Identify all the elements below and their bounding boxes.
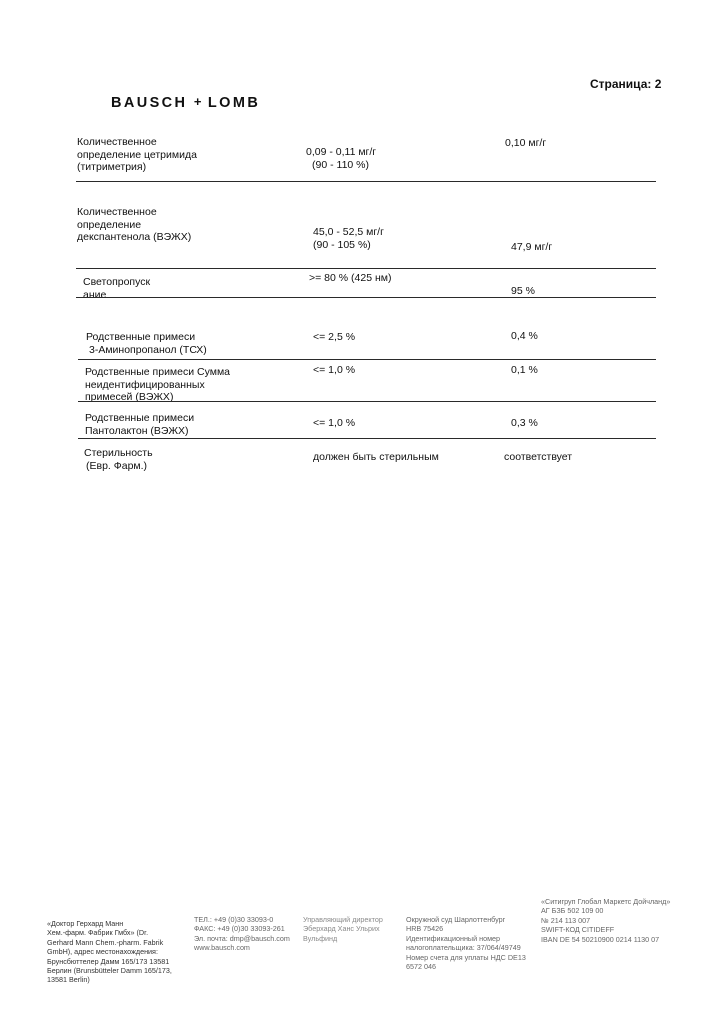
row-pantolactone-result: 0,3 % <box>511 417 538 429</box>
row-sterility-spec: должен быть стерильным <box>313 451 439 463</box>
row-divider <box>76 297 656 298</box>
row-sterility-result: соответствует <box>504 451 573 463</box>
row-aminopropanol-test: Родственные примеси 3-Аминопропанол (ТСХ) <box>86 331 207 356</box>
footer-contact: ТЕЛ.: +49 (0)30 33093-0 ФАКС: +49 (0)30 33093-261 Эл. почта: dmp@bausch.com www.bausch.com <box>194 915 290 953</box>
row-transmittance-result: 95 % <box>511 285 535 297</box>
row-unidentified-test: Родственные примеси Сумма неидентифицированных примесей (ВЭЖХ) <box>85 366 231 403</box>
row-divider <box>76 181 656 182</box>
row-aminopropanol-result: 0,4 % <box>511 330 538 342</box>
logo-left-word: BAUSCH <box>111 95 188 111</box>
row-dexpanthenol-test: Количественное определение декспантенола (ВЭЖХ) <box>77 206 192 243</box>
row-cetrimide-test: Количественное определение цетримида (титриметрия) <box>77 136 197 173</box>
row-divider <box>78 359 656 360</box>
row-pantolactone-test: Родственные примеси Пантолактон (ВЭЖХ) <box>85 412 195 437</box>
logo-cross: + <box>193 94 202 109</box>
row-cetrimide-spec: 0,09 - 0,11 мг/г (90 - 110 %) <box>306 146 377 171</box>
footer-registry: Окружной суд Шарлоттенбург HRB 75426 Идентификационный номер налогоплательщика: 37/064/49749 Номер счета для уплаты НДС DE13 6572 046 <box>406 915 526 972</box>
row-unidentified-result: 0,1 % <box>511 364 538 376</box>
footer-management: Управляющий директор Эберхард Ханс Ульрих Вульфинд <box>303 915 383 943</box>
bausch-lomb-logo <box>111 95 260 111</box>
row-transmittance-spec: >= 80 % (425 нм) <box>309 272 392 284</box>
row-divider <box>78 401 656 402</box>
row-dexpanthenol-result: 47,9 мг/г <box>511 241 553 253</box>
row-transmittance-test: Светопропуск ание <box>83 276 151 301</box>
footer-bank: «Ситигруп Глобал Маркетс Дойчланд» АГ БЗБ 502 109 00 № 214 113 007 SWIFT-КОД CITIDEFF IBAN DE 54 50210900 0214 1130 07 <box>541 897 671 944</box>
logo-right-word: LOMB <box>207 95 261 111</box>
page-number: Страница: 2 <box>590 77 662 91</box>
row-divider <box>78 438 656 439</box>
footer-company: «Доктор Герхард Манн Хем.-фарм. Фабрик Гмбх» (Dr. Gerhard Mann Chem.-pharm. Fabrik GmbH), адрес местонахождения: Брунсбюттелер Дамм 165/173 13581 Берлин (Brunsbütteler Damm 165/173, 13581 Berlin) <box>47 919 172 985</box>
row-pantolactone-spec: <= 1,0 % <box>313 417 356 429</box>
row-unidentified-spec: <= 1,0 % <box>313 364 356 376</box>
row-aminopropanol-spec: <= 2,5 % <box>313 331 356 343</box>
row-divider <box>76 268 656 269</box>
row-cetrimide-result: 0,10 мг/г <box>505 137 547 149</box>
row-dexpanthenol-spec: 45,0 - 52,5 мг/г (90 - 105 %) <box>313 226 384 251</box>
row-sterility-test: Стерильность (Евр. Фарм.) <box>84 447 153 472</box>
